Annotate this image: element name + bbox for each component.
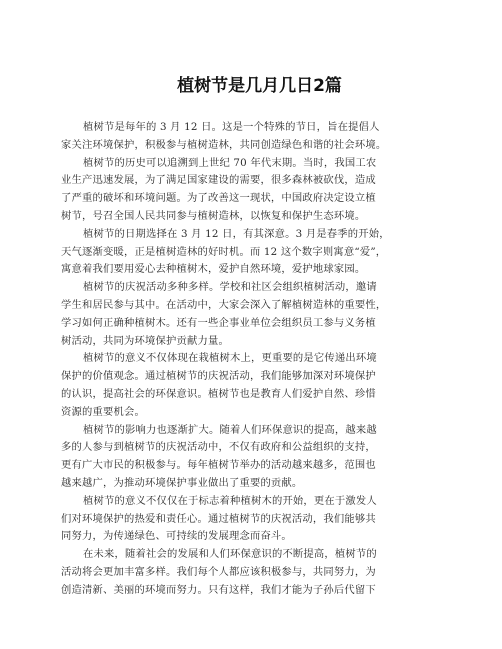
body-line: 天气逐渐变暖，正是植树造林的好时机。而 12 这个数字则寓意“爱”，	[61, 245, 387, 258]
body-line: 同努力，为传递绿色、可持续的发展理念而奋斗。	[61, 530, 292, 543]
body-line: 们对环境保护的热爱和责任心。通过植树节的庆祝活动，我们能够共	[61, 512, 376, 525]
body-line: 树活动，共同为环境保护贡献力量。	[61, 334, 229, 347]
body-line: 寓意着我们要用爱心去种植树木，爱护自然环境，爱护地球家园。	[61, 263, 366, 276]
body-line: 更有广大市民的积极参与。每年植树节举办的活动越来越多，范围也	[61, 459, 376, 472]
body-line: 在未来，随着社会的发展和人们环保意识的不断提高，植树节的	[83, 548, 377, 561]
body-line: 越来越广，为推动环境保护事业做出了重要的贡献。	[61, 476, 303, 489]
body-line: 多的人参与到植树节的庆祝活动中，不仅有政府和公益组织的支持，	[61, 441, 376, 454]
body-line: 植树节的意义不仅体现在栽植树木上，更重要的是它传递出环境	[83, 352, 377, 365]
body-line: 学习如何正确种植树木。还有一些企事业单位会组织员工参与义务植	[61, 316, 376, 329]
body-line: 家关注环境保护，积极参与植树造林，共同创造绿色和谐的社会环境。	[61, 138, 387, 151]
body-line: 创造清新、美丽的环境而努力。只有这样，我们才能为子孙后代留下	[61, 583, 376, 596]
body-line: 植树节的日期选择在 3 月 12 日，有其深意。3 月是春季的开始，	[83, 227, 390, 240]
body-line: 植树节的历史可以追溯到上世纪 70 年代末期。当时，我国工农	[83, 156, 377, 169]
body-line: 植树节是每年的 3 月 12 日。这是一个特殊的节日，旨在提倡人	[83, 121, 380, 133]
body-line: 保护的价值观念。通过植树节的庆祝活动，我们能够加深对环境保护	[61, 370, 376, 383]
body-line: 资源的重要机会。	[61, 405, 145, 418]
body-line: 植树节的庆祝活动多种多样。学校和社区会组织植树活动，邀请	[83, 281, 377, 294]
document-body	[61, 119, 458, 600]
body-line: 学生和居民参与其中。在活动中，大家会深入了解植树造林的重要性，	[61, 298, 387, 311]
body-line: 植树节的意义不仅仅在于标志着种植树木的开始，更在于激发人	[83, 494, 377, 507]
body-line: 业生产迅速发展，为了满足国家建设的需要，很多森林被砍伐，造成	[61, 174, 376, 187]
body-line: 植树节的影响力也逐渐扩大。随着人们环保意识的提高，越来越	[83, 423, 377, 436]
document-title: 植树节是几月几日2篇	[177, 76, 342, 96]
body-line: 的认识，提高社会的环保意识。植树节也是教育人们爱护自然、珍惜	[61, 387, 376, 400]
body-line: 树节，号召全国人民共同参与植树造林，以恢复和保护生态环境。	[61, 209, 366, 222]
body-line: 活动将会更加丰富多样。我们每个人都应该积极参与，共同努力，为	[61, 565, 376, 578]
body-line: 了严重的破坏和环境问题。为了改善这一现状，中国政府决定设立植	[61, 192, 376, 205]
